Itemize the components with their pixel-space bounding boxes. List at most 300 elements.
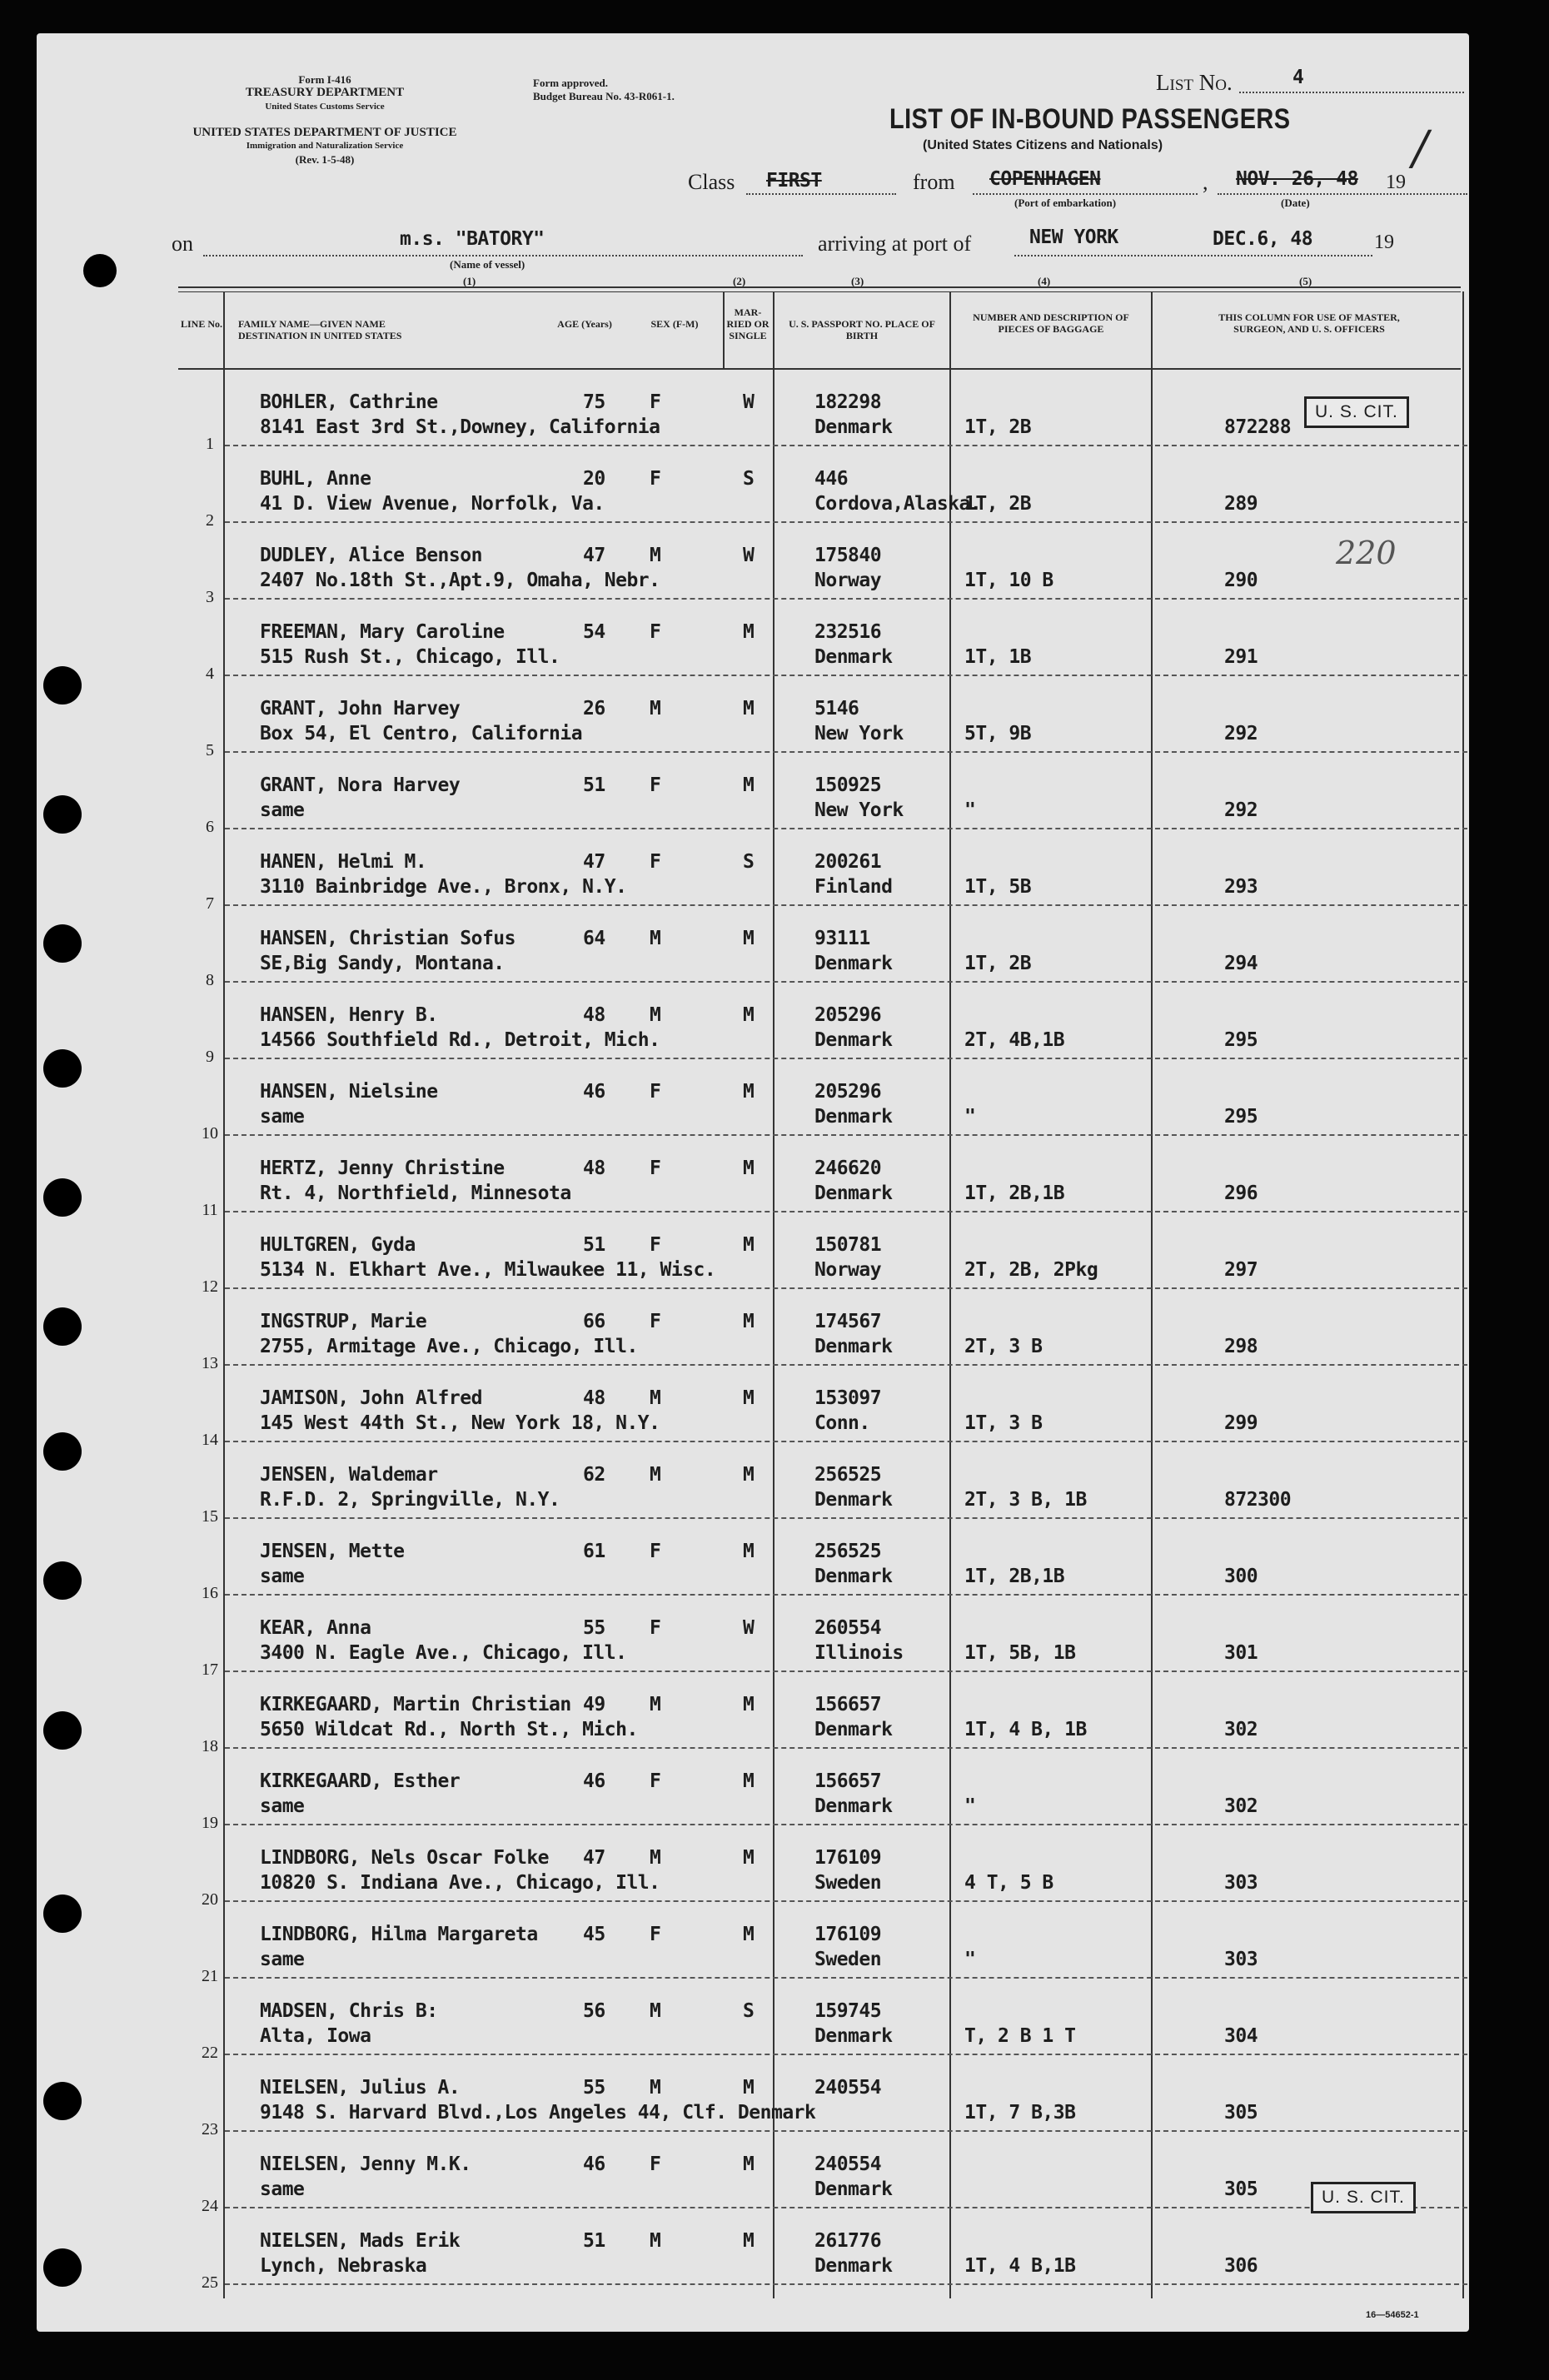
destination: same [260,2178,305,2200]
col-head-age: AGE (Years) [557,318,612,330]
passenger-row [0,928,1549,1004]
passport-number: 153097 [814,1387,882,1409]
officer-number: 872288 [1224,416,1292,438]
marital-status: M [743,1770,755,1792]
passenger-name: HANSEN, Nielsine [260,1081,438,1103]
sex: M [650,1387,661,1409]
place-of-birth: Denmark [814,1795,893,1817]
age: 45 [583,1924,605,1945]
row-divider [225,675,1467,676]
age: 62 [583,1464,605,1486]
line-number: 2 [206,511,214,530]
place-of-birth: Denmark [814,1183,893,1204]
line-number: 20 [202,1890,218,1909]
row-divider [225,1977,1467,1979]
col-head-sex: SEX (F-M) [650,318,699,330]
sex: F [650,621,661,643]
baggage: 4 T, 5 B [964,1872,1053,1894]
baggage: 1T, 10 B [964,570,1053,591]
passport-number: 205296 [814,1081,882,1103]
passenger-name: NIELSEN, Mads Erik [260,2230,461,2252]
sex: M [650,1004,661,1026]
age: 51 [583,774,605,796]
officer-number: 292 [1224,799,1258,821]
age: 47 [583,851,605,873]
list-no-line [1239,92,1464,93]
list-no-label: List No. [1156,70,1233,95]
place-of-birth: Denmark [814,2178,893,2200]
sex: F [650,1311,661,1332]
passport-number: 232516 [814,621,882,643]
place-of-birth: Denmark [814,1489,893,1511]
destination: 2407 No.18th St.,Apt.9, Omaha, Nebr. [260,570,660,591]
passenger-row [0,1847,1549,1924]
passenger-name: NIELSEN, Jenny M.K. [260,2153,471,2175]
place-of-birth: Denmark [814,953,893,974]
passenger-name: BOHLER, Cathrine [260,391,438,413]
destination: same [260,1795,305,1817]
baggage: 1T, 1B [964,646,1032,668]
officer-number: 302 [1224,1719,1258,1740]
arrival-port-value: NEW YORK [1029,227,1118,248]
line-number: 10 [202,1124,218,1143]
officer-number: 872300 [1224,1489,1292,1511]
row-divider [225,445,1467,446]
line-number: 11 [202,1201,218,1219]
passenger-name: LINDBORG, Hilma Margareta [260,1924,538,1945]
officer-number: 294 [1224,953,1258,974]
row-divider [225,1747,1467,1749]
col-head-married: MAR- RIED OR SINGLE [726,306,770,341]
destination: same [260,799,305,821]
line-number: 24 [202,2197,218,2215]
marital-status: M [743,2077,755,2099]
embark-port-caption: (Port of embarkation) [1014,197,1117,209]
passport-number: 176109 [814,1847,882,1869]
baggage: " [964,1106,976,1128]
baggage: T, 2 B 1 T [964,2025,1076,2047]
sex: M [650,1694,661,1715]
passenger-row [0,1158,1549,1234]
row-divider [225,1441,1467,1442]
line-number: 7 [206,894,214,913]
baggage: 2T, 3 B [964,1336,1043,1357]
age: 49 [583,1694,605,1715]
passenger-name: HULTGREN, Gyda [260,1234,416,1256]
baggage: 1T, 2B [964,493,1032,515]
treasury-dept: TREASURY DEPARTMENT [245,86,405,99]
sex: F [650,1158,661,1179]
passenger-row [0,1770,1549,1847]
col-head-line: LINE No. [180,318,222,330]
passport-number: 446 [814,468,849,490]
passenger-row [0,1617,1549,1694]
class-label: Class [688,170,735,194]
officer-number: 295 [1224,1029,1258,1051]
age: 46 [583,2153,605,2175]
passport-number: 174567 [814,1311,882,1332]
row-divider [225,1211,1467,1212]
destination: same [260,1949,305,1970]
binder-hole [83,254,117,287]
col-num-4: (4) [1038,275,1051,287]
baggage: 1T, 2B,1B [964,1566,1065,1587]
passport-number: 182298 [814,391,882,413]
destination: 14566 Southfield Rd., Detroit, Mich. [260,1029,660,1051]
sex: F [650,1081,661,1103]
col-num-3: (3) [851,275,864,287]
vessel-line [203,255,803,256]
passport-number: 260554 [814,1617,882,1639]
passenger-name: MADSEN, Chris B: [260,2000,438,2022]
passenger-row [0,698,1549,774]
class-value: FIRST [766,170,822,192]
passenger-row [0,1311,1549,1387]
row-divider [225,598,1467,600]
sex: M [650,545,661,566]
passport-number: 261776 [814,2230,882,2252]
col-head-passport: U. S. PASSPORT NO. PLACE OF BIRTH [789,318,935,341]
place-of-birth: Sweden [814,1949,882,1970]
passenger-name: GRANT, John Harvey [260,698,461,719]
destination: Rt. 4, Northfield, Minnesota [260,1183,571,1204]
passport-number: 93111 [814,928,870,949]
place-of-birth: Denmark [814,1719,893,1740]
handwritten-check: / [1412,122,1428,176]
line-number: 13 [202,1354,218,1372]
baggage: 1T, 2B,1B [964,1183,1065,1204]
passport-number: 159745 [814,2000,882,2022]
passport-number: 156657 [814,1694,882,1715]
line-number: 15 [202,1507,218,1526]
passenger-row [0,1387,1549,1464]
passenger-name: LINDBORG, Nels Oscar Folke [260,1847,550,1869]
marital-status: S [743,851,755,873]
sex: F [650,1541,661,1562]
age: 56 [583,2000,605,2022]
footer-code: 16—54652-1 [1366,2310,1419,2320]
revision-date: (Rev. 1-5-48) [295,153,355,166]
sex: M [650,2077,661,2099]
sex: F [650,1617,661,1639]
passenger-name: KEAR, Anna [260,1617,371,1639]
marital-status: M [743,1004,755,1026]
arriving-label: arriving at port of [818,232,972,256]
baggage: 5T, 9B [964,723,1032,744]
passport-number: 5146 [814,698,859,719]
passport-number: 156657 [814,1770,882,1792]
passenger-name: GRANT, Nora Harvey [260,774,461,796]
sex: M [650,1847,661,1869]
destination: same [260,1106,305,1128]
line-number: 6 [206,818,214,836]
destination: 2755, Armitage Ave., Chicago, Ill. [260,1336,638,1357]
age: 20 [583,468,605,490]
us-citizen-stamp-bottom: U. S. CIT. [1311,2182,1416,2213]
vessel-name: m.s. "BATORY" [400,228,545,250]
row-divider [225,751,1467,753]
year-suffix-2: 19 [1374,232,1394,253]
place-of-birth: Denmark [814,1029,893,1051]
passport-number: 240554 [814,2077,882,2099]
officer-number: 299 [1224,1412,1258,1434]
passport-number: 175840 [814,545,882,566]
customs-service: United States Customs Service [265,102,385,112]
marital-status: S [743,468,755,490]
baggage: 2T, 2B, 2Pkg [964,1259,1098,1281]
marital-status: M [743,1158,755,1179]
passenger-row [0,621,1549,698]
age: 51 [583,2230,605,2252]
baggage: " [964,799,976,821]
place-of-birth: New York [814,723,904,744]
destination: 3400 N. Eagle Ave., Chicago, Ill. [260,1642,627,1664]
destination: 3110 Bainbridge Ave., Bronx, N.Y. [260,876,627,898]
destination: 515 Rush St., Chicago, Ill. [260,646,560,668]
row-divider [225,2054,1467,2055]
line-number: 19 [202,1814,218,1832]
col-head-name: FAMILY NAME—GIVEN NAME [238,318,386,330]
table-header-border [178,368,1461,370]
baggage: 1T, 4 B, 1B [964,1719,1087,1740]
class-line [746,193,896,195]
marital-status: M [743,1234,755,1256]
age: 61 [583,1541,605,1562]
age: 48 [583,1387,605,1409]
arrival-line [1014,255,1372,256]
place-of-birth: Norway [814,570,882,591]
destination: 10820 S. Indiana Ave., Chicago, Ill. [260,1872,660,1894]
passenger-row [0,1081,1549,1158]
marital-status: M [743,2153,755,2175]
passenger-name: JENSEN, Waldemar [260,1464,438,1486]
officer-number: 293 [1224,876,1258,898]
us-citizen-stamp-top: U. S. CIT. [1304,396,1409,428]
place-of-birth: Denmark [814,416,893,438]
passenger-name: KIRKEGAARD, Esther [260,1770,461,1792]
year-suffix: 19 [1386,172,1406,193]
destination: same [260,1566,305,1587]
row-divider [225,828,1467,829]
officer-number: 292 [1224,723,1258,744]
officer-number: 301 [1224,1642,1258,1664]
officer-number: 297 [1224,1259,1258,1281]
row-divider [225,2207,1467,2208]
form-number: Form I-416 [298,73,351,86]
destination: 145 West 44th St., New York 18, N.Y. [260,1412,660,1434]
passenger-name: DUDLEY, Alice Benson [260,545,482,566]
row-divider [225,2283,1467,2285]
form-approved: Form approved. [533,77,609,89]
marital-status: W [743,391,755,413]
passenger-row [0,2000,1549,2077]
line-number: 4 [206,665,214,683]
line-number: 17 [202,1661,218,1679]
destination: 5134 N. Elkhart Ave., Milwaukee 11, Wisc. [260,1259,716,1281]
embark-date-line [1218,193,1467,195]
age: 47 [583,545,605,566]
passenger-row [0,1541,1549,1617]
sex: M [650,928,661,949]
marital-status: M [743,774,755,796]
passenger-name: HERTZ, Jenny Christine [260,1158,505,1179]
marital-status: M [743,621,755,643]
passenger-row [0,774,1549,851]
line-number: 8 [206,971,214,989]
embark-date-value: NOV. 26, 48 [1236,168,1358,190]
officer-number: 298 [1224,1336,1258,1357]
age: 51 [583,1234,605,1256]
officer-number: 305 [1224,2102,1258,2124]
passport-number: 240554 [814,2153,882,2175]
line-number: 3 [206,588,214,606]
vessel-caption: (Name of vessel) [450,258,525,271]
handwritten-220: 220 [1336,535,1397,571]
sex: F [650,851,661,873]
row-divider [225,1364,1467,1366]
sex: F [650,774,661,796]
passenger-row [0,2230,1549,2307]
marital-status: M [743,1924,755,1945]
col-num-1: (1) [463,275,476,287]
baggage: 1T, 4 B,1B [964,2255,1076,2277]
passenger-row [0,1694,1549,1770]
line-number: 22 [202,2044,218,2062]
embark-port-line [973,193,1198,195]
marital-status: S [743,2000,755,2022]
place-of-birth: New York [814,799,904,821]
list-no-value: 4 [1292,67,1304,88]
destination: Alta, Iowa [260,2025,371,2047]
place-of-birth: Denmark [814,1566,893,1587]
passenger-row [0,2077,1549,2153]
line-number: 9 [206,1048,214,1066]
baggage: " [964,1949,976,1970]
passport-number: 200261 [814,851,882,873]
officer-number: 303 [1224,1872,1258,1894]
row-divider [225,1670,1467,1672]
place-of-birth: Denmark [814,2025,893,2047]
baggage: 1T, 5B, 1B [964,1642,1076,1664]
age: 55 [583,1617,605,1639]
line-number: 5 [206,741,214,759]
col-num-5: (5) [1299,275,1312,287]
immigration-service: Immigration and Naturalization Service [246,141,404,151]
date-caption: (Date) [1281,197,1310,209]
destination: 9148 S. Harvard Blvd.,Los Angeles 44, Clf. Denmark [260,2102,816,2124]
place-of-birth: Sweden [814,1872,882,1894]
sex: M [650,1464,661,1486]
marital-status: M [743,698,755,719]
passenger-row [0,1004,1549,1081]
table-top-border [178,286,1461,288]
baggage: " [964,1795,976,1817]
passenger-row [0,1234,1549,1311]
baggage: 1T, 5B [964,876,1032,898]
comma: , [1203,170,1208,194]
line-number: 16 [202,1584,218,1602]
from-label: from [913,170,955,194]
row-divider [225,1900,1467,1902]
passenger-name: BUHL, Anne [260,468,371,490]
marital-status: M [743,928,755,949]
destination: SE,Big Sandy, Montana. [260,953,505,974]
passport-number: 246620 [814,1158,882,1179]
age: 54 [583,621,605,643]
sex: F [650,391,661,413]
passenger-row [0,545,1549,621]
age: 64 [583,928,605,949]
officer-number: 289 [1224,493,1258,515]
row-divider [225,904,1467,906]
destination: 41 D. View Avenue, Norfolk, Va. [260,493,605,515]
baggage: 2T, 4B,1B [964,1029,1065,1051]
sex: M [650,2000,661,2022]
passport-number: 150781 [814,1234,882,1256]
passenger-name: KIRKEGAARD, Martin Christian [260,1694,571,1715]
officer-number: 305 [1224,2178,1258,2200]
passenger-name: HANSEN, Christian Sofus [260,928,516,949]
destination: Lynch, Nebraska [260,2255,427,2277]
col-head-officers: THIS COLUMN FOR USE OF MASTER, SURGEON, AND U. S. OFFICERS [1218,311,1400,335]
place-of-birth: Denmark [814,2255,893,2277]
age: 55 [583,2077,605,2099]
row-divider [225,1134,1467,1136]
sex: M [650,698,661,719]
row-divider [225,1824,1467,1825]
destination: 8141 East 3rd St.,Downey, California [260,416,660,438]
place-of-birth: Denmark [814,1106,893,1128]
passport-number: 256525 [814,1541,882,1562]
marital-status: M [743,1311,755,1332]
on-label: on [172,232,193,256]
age: 47 [583,1847,605,1869]
age: 48 [583,1004,605,1026]
place-of-birth: Denmark [814,646,893,668]
passenger-row [0,1924,1549,2000]
row-divider [225,2130,1467,2132]
sex: M [650,2230,661,2252]
sex: F [650,2153,661,2175]
officer-number: 306 [1224,2255,1258,2277]
embark-port-value: COPENHAGEN [989,168,1101,190]
row-divider [225,981,1467,983]
officer-number: 300 [1224,1566,1258,1587]
line-number: 12 [202,1277,218,1296]
place-of-birth: Cordova,Alaska. [814,493,982,515]
line-number: 25 [202,2273,218,2292]
passport-number: 256525 [814,1464,882,1486]
sex: F [650,1234,661,1256]
document-subtitle: (United States Citizens and Nationals) [923,138,1163,152]
baggage: 1T, 2B [964,416,1032,438]
row-divider [225,1287,1467,1289]
line-number: 1 [206,435,214,453]
sex: F [650,1924,661,1945]
destination: Box 54, El Centro, California [260,723,583,744]
marital-status: M [743,1847,755,1869]
table-top-border-2 [178,291,1461,292]
officer-number: 302 [1224,1795,1258,1817]
arrival-date-value: DEC.6, 48 [1213,228,1313,250]
passenger-name: FREEMAN, Mary Caroline [260,621,505,643]
line-number: 23 [202,2120,218,2139]
line-number: 14 [202,1431,218,1449]
row-divider [225,1058,1467,1059]
officer-number: 290 [1224,570,1258,591]
sex: F [650,468,661,490]
marital-status: M [743,1387,755,1409]
